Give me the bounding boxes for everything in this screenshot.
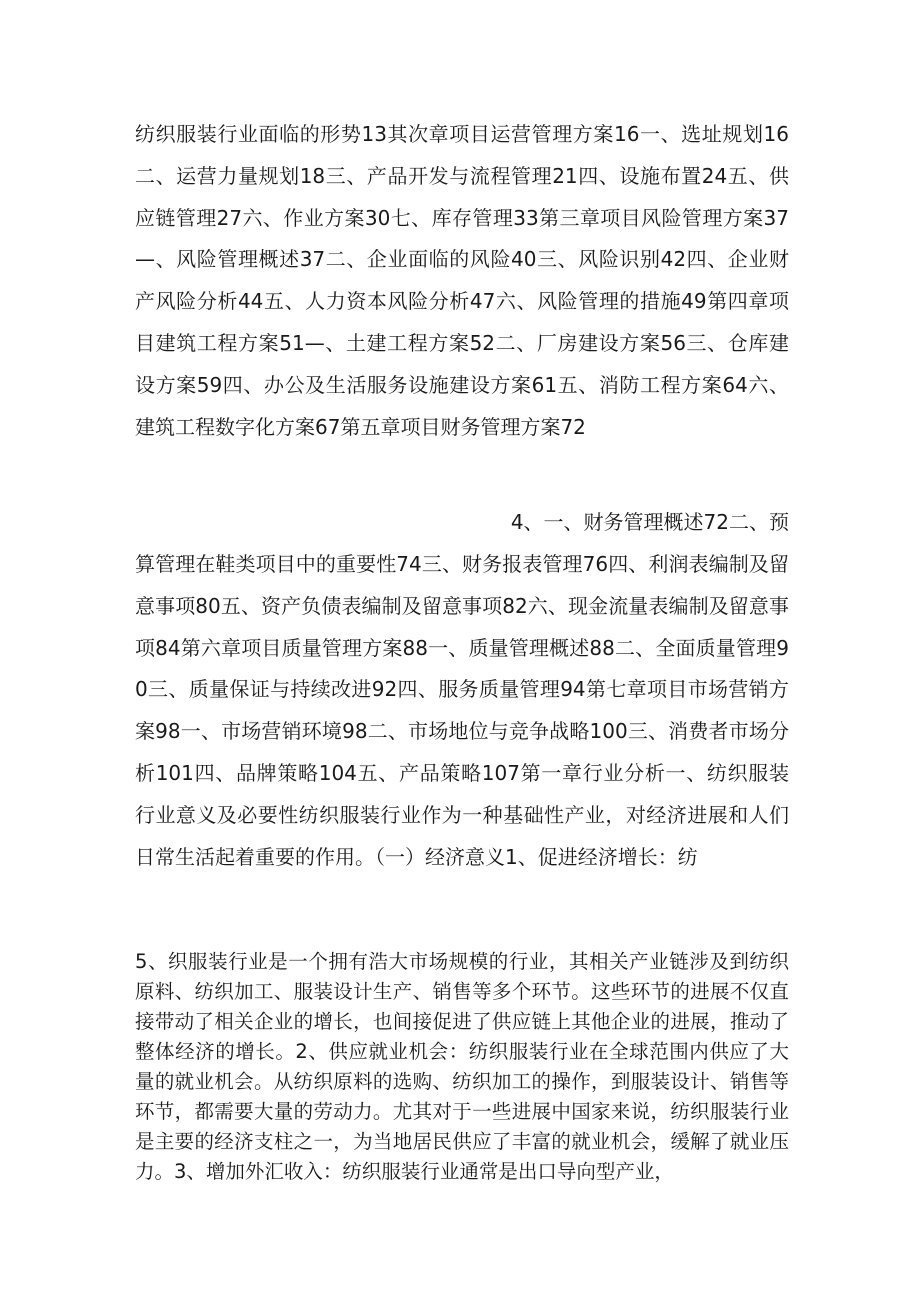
body-paragraph: 5、织服装行业是一个拥有浩大市场规模的行业，其相关产业链涉及到纺织原料、纺织加工、服装设计生产、销售等多个环节。这些环节的进展不仅直接带动了相关企业的增长，也间接促进了供应链上其他企业的进展，推动了整体经济的增长。2、供应就业机会：纺织服装行业在全球范围内供应了大量的就业机会。从纺织原料的选购、纺织加工的操作，到服装设计、销售等环节，都需要大量的劳动力。尤其对于一些进展中国家来说，纺织服装行业是主要的经济支柱之一，为当地居民供应了丰富的就业机会，缓解了就业压力。3、增加外汇收入：纺织服装行业通常是出口导向型产业， xyxy=(135,950,789,1183)
toc-paragraph-2: 4、一、财务管理概述72二、预 xyxy=(510,510,789,534)
toc-paragraph-3: 算管理在鞋类项目中的重要性74三、财务报表管理76四、利润表编制及留意事项80五、资产负债表编制及留意事项82六、现金流量表编制及留意事项84第六章项目质量管理方案88一、质量管理概述88二、全面质量管理90三、质量保证与持续改进92四、服务质量管理94第七章项目市场营销方案98一、市场营销环境98二、市场地位与竞争战略100三、消费者市场分析101四、品牌策略104五、产品策略107第一章行业分析一、纺织服装行业意义及必要性纺织服装行业作为一种基础性产业，对经济进展和人们日常生活起着重要的作用。（一）经济意义1、促进经济增长：纺 xyxy=(135,552,789,869)
toc-paragraph-1: 纺织服装行业面临的形势13其次章项目运营管理方案16一、选址规划16二、运营力量规划18三、产品开发与流程管理21四、设施布置24五、供应链管理27六、作业方案30七、库存管理33第三章项目风险管理方案37—、风险管理概述37二、企业面临的风险40三、风险识别42四、企业财产风险分析44五、人力资本风险分析47六、风险管理的措施49第四章项目建筑工程方案51—、土建工程方案52二、厂房建设方案56三、仓库建设方案59四、办公及生活服务设施建设方案61五、消防工程方案64六、建筑工程数字化方案67第五章项目财务管理方案72 xyxy=(135,122,789,439)
